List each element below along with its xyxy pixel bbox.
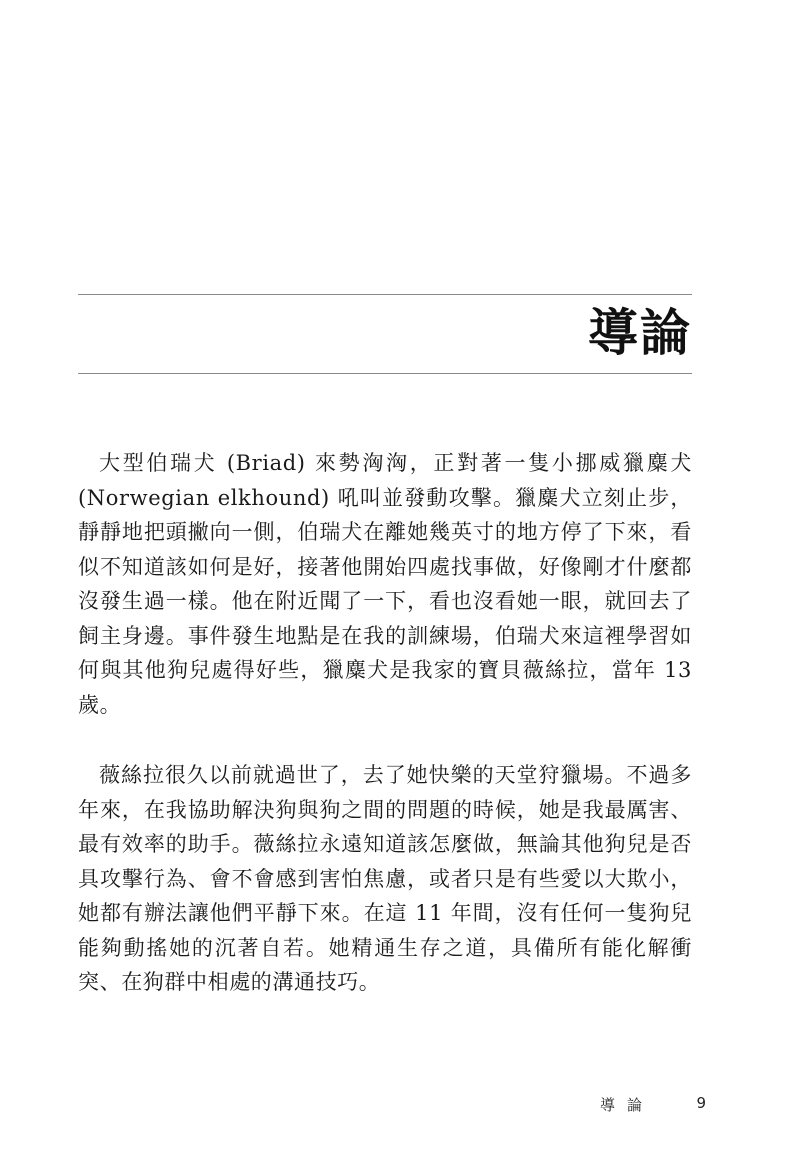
chapter-title-bottom-rule <box>78 373 692 374</box>
paragraph-1: 大型伯瑞犬 (Briad) 來勢洶洶，正對著一隻小挪威獵麋犬 (Norwegian elkhound) 吼叫並發動攻擊。獵麋犬立刻止步，靜靜地把頭撇向一側，伯瑞犬在離她幾英寸的地方停了下來，看似不知道該如何是好，接著他開始四處找事做，好像剛才什麼都沒發生過一樣。他在附近聞了一下，看也沒看她一眼，就回去了飼主身邊。事件發生地點是在我的訓練場，伯瑞犬來這裡學習如何與其他狗兒處得好些，獵麋犬是我家的寶貝薇絲拉，當年 13 歲。 <box>78 451 692 717</box>
paragraph-2: 薇絲拉很久以前就過世了，去了她快樂的天堂狩獵場。不過多年來，在我協助解決狗與狗之間的問題的時候，她是我最厲害、最有效率的助手。薇絲拉永遠知道該怎麼做，無論其他狗兒是否具攻擊行為、會不會感到害怕焦慮，或者只是有些愛以大欺小，她都有辦法讓他們平靜下來。在這 11 年間，沒有任何一隻狗兒能夠動搖她的沉著自若。她精通生存之道，具備所有能化解衝突、在狗群中相處的溝通技巧。 <box>78 763 692 994</box>
page-footer <box>0 1092 800 1116</box>
chapter-title-top-rule <box>78 294 692 295</box>
running-head: 導論 <box>599 1096 654 1114</box>
chapter-title: 導論 <box>588 304 692 362</box>
body-text <box>78 446 692 1036</box>
page-number: 9 <box>696 1094 706 1112</box>
